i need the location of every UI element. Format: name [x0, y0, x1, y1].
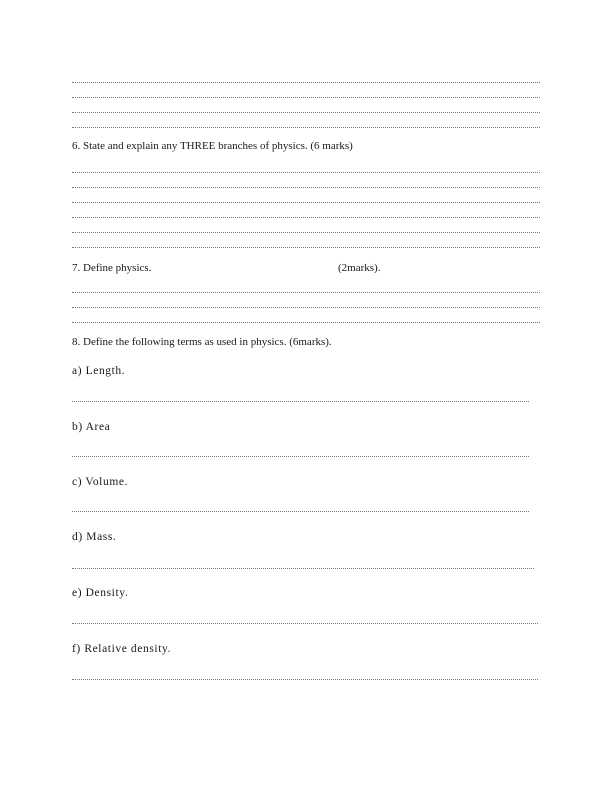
question-8f-answer-line[interactable] [72, 679, 538, 680]
answer-line[interactable] [72, 127, 540, 128]
answer-line[interactable] [72, 112, 540, 113]
answer-line[interactable] [72, 97, 540, 98]
question-8e-answer-line[interactable] [72, 623, 538, 624]
question-8-text: 8. Define the following terms as used in physics. (6marks). [72, 336, 332, 348]
answer-line[interactable] [72, 187, 540, 188]
question-8d-answer-line[interactable] [72, 568, 534, 569]
question-7-marks: (2marks). [338, 262, 381, 274]
answer-line[interactable] [72, 247, 540, 248]
answer-line[interactable] [72, 202, 540, 203]
answer-line[interactable] [72, 292, 540, 293]
answer-line[interactable] [72, 82, 540, 83]
question-7-text: 7. Define physics. [72, 262, 152, 274]
answer-line[interactable] [72, 322, 540, 323]
question-8f-label: f) Relative density. [72, 643, 172, 655]
question-6-text: 6. State and explain any THREE branches of physics. (6 marks) [72, 140, 353, 152]
question-8c-answer-line[interactable] [72, 511, 529, 512]
question-8d-label: d) Mass. [72, 531, 117, 543]
answer-line[interactable] [72, 217, 540, 218]
question-8e-label: e) Density. [72, 587, 129, 599]
answer-line[interactable] [72, 232, 540, 233]
question-8a-label: a) Length. [72, 365, 126, 377]
question-8b-label: b) Area [72, 421, 111, 433]
question-8b-answer-line[interactable] [72, 456, 529, 457]
answer-line[interactable] [72, 307, 540, 308]
question-8c-label: c) Volume. [72, 476, 129, 488]
answer-line[interactable] [72, 172, 540, 173]
question-8a-answer-line[interactable] [72, 401, 529, 402]
